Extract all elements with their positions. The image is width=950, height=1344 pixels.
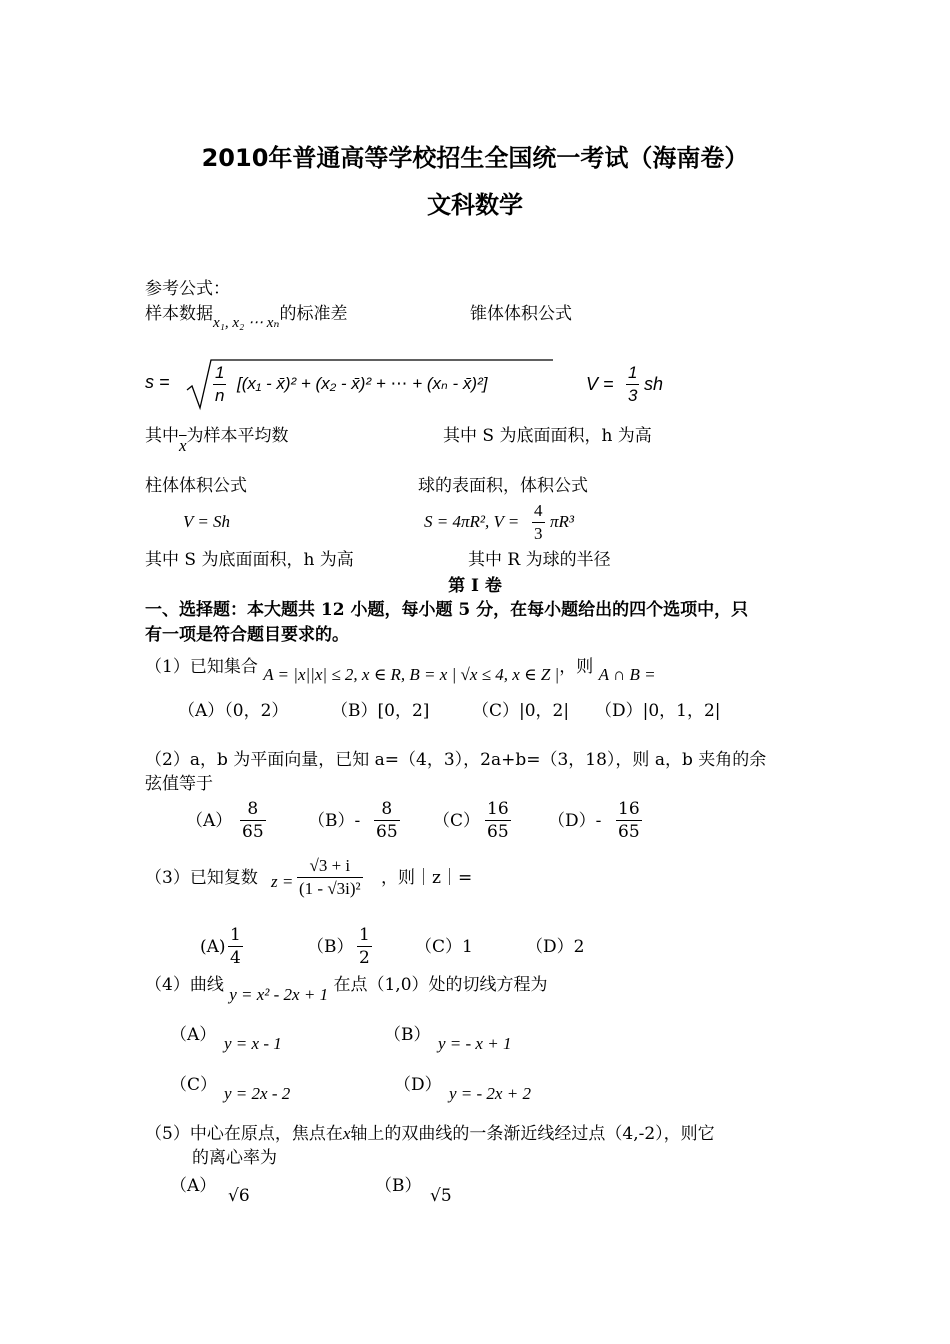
frac-num: 16 (618, 799, 640, 819)
std-suffix: 的标准差 (279, 304, 348, 324)
q5-option-a: √6 (228, 1186, 250, 1206)
volume-heading: 第 I 卷 (448, 576, 502, 596)
sphere-note: 其中 R 为球的半径 (468, 550, 611, 570)
exam-title: 2010年普通高等学校招生全国统一考试（海南卷） (201, 144, 749, 172)
std-lhs: s = (145, 372, 170, 392)
q3-option-c: （C）1 (415, 937, 473, 957)
frac-den: 65 (242, 822, 264, 842)
q4-option-a-label: （A） (170, 1025, 217, 1045)
cone-lhs: V = (586, 374, 614, 394)
frac-4-over-3 (532, 500, 545, 545)
frac-num: 1 (230, 925, 241, 945)
q4-prefix: （4）曲线 (145, 975, 224, 995)
q5-line1-b: 轴上的双曲线的一条渐近线经过点（4,-2），则它 (350, 1124, 715, 1144)
cone-label: 锥体体积公式 (470, 304, 572, 324)
q5-option-b-label: （B） (375, 1176, 422, 1196)
frac-num: 1 (626, 362, 639, 385)
q2-b-frac (374, 798, 400, 843)
q3-z-lhs: z = (271, 872, 294, 891)
std-label (145, 303, 348, 331)
frac-num: 8 (240, 798, 266, 821)
q1-option-d: （D）|0，1，2| (595, 701, 721, 721)
q2-c-label: （C） (433, 811, 481, 831)
q1-option-a: （A）（0，2） (178, 701, 289, 721)
q5-line1-a: （5）中心在原点，焦点在 (145, 1124, 343, 1144)
q4-option-b-label: （B） (384, 1025, 431, 1045)
frac-1-over-3 (626, 362, 639, 407)
cone-note: 其中 S 为底面面积，h 为高 (443, 426, 652, 446)
q3-a-frac (228, 924, 243, 969)
frac-den: 3 (534, 524, 543, 543)
q3-option-d: （D）2 (526, 937, 585, 957)
exam-subtitle: 文科数学 (427, 191, 523, 219)
q5-option-a-label: （A） (170, 1176, 217, 1196)
sphere-label: 球的表面积，体积公式 (418, 476, 588, 496)
q3-suffix: ，则｜z｜= (381, 868, 473, 888)
q3-b-frac (357, 924, 372, 969)
prism-label: 柱体体积公式 (145, 476, 247, 496)
frac-num: 16 (487, 799, 509, 819)
mean-var: $\overline{x}$ (179, 436, 187, 455)
std-vars: x₁, x₂ ⋯ xₙ (213, 315, 280, 331)
q2-d-label: （D）- (548, 811, 602, 831)
q3-stem (145, 855, 645, 915)
frac-den: 65 (376, 822, 398, 842)
q4-option-b: y = - x + 1 (438, 1034, 512, 1053)
prism-note: 其中 S 为底面面积，h 为高 (145, 550, 354, 570)
frac-1-over-n (213, 362, 226, 407)
q4-curve: y = x² - 2x + 1 (229, 985, 329, 1004)
q2-line1: （2）a，b 为平面向量，已知 a=（4，3），2a+b=（3，18），则 a，b 夹角的余 (145, 750, 767, 770)
q1-option-b: （B）[0，2] (331, 701, 430, 721)
q1-tail: A ∩ B = (598, 665, 656, 684)
frac-num: 4 (532, 500, 545, 523)
prism-formula: V = Sh (183, 512, 231, 531)
q2-d-frac (616, 798, 642, 843)
formula-heading: 参考公式： (145, 279, 230, 299)
q2-b-label: （B）- (308, 811, 361, 831)
q2-a-frac (240, 798, 266, 843)
q4-option-d: y = - 2x + 2 (449, 1084, 531, 1103)
q1-mid: ，则 (559, 657, 594, 677)
q3-frac (297, 855, 363, 900)
frac-den: 3 (628, 386, 638, 405)
sphere-tail: πR³ (550, 512, 574, 531)
q4-option-a: y = x - 1 (224, 1034, 282, 1053)
q3-prefix: （3）已知复数 (145, 868, 258, 888)
q5-axis-var: x (342, 1124, 351, 1143)
q5-option-b: √5 (430, 1186, 452, 1206)
cone-tail: sh (644, 374, 664, 394)
q2-c-frac (485, 798, 511, 843)
instructions-line1: 一、选择题：本大题共 12 小题，每小题 5 分，在每小题给出的四个选项中，只 (145, 600, 749, 620)
frac-num: 8 (374, 798, 400, 821)
frac-num: 1 (213, 362, 226, 385)
q3-a-label: (A) (200, 937, 226, 957)
q4-option-d-label: （D） (394, 1075, 442, 1095)
frac-den: (1 - √3i)² (299, 879, 361, 898)
std-radicand: [(x₁ - x̄)² + (x₂ - x̄)² + ⋯ + (xₙ - x̄)²] (237, 374, 488, 393)
q2-a-label: （A） (186, 811, 233, 831)
frac-num: √3 + i (297, 855, 363, 878)
mean-note-suffix: 为样本平均数 (186, 426, 289, 446)
q4-suffix: 在点（1,0）处的切线方程为 (333, 975, 548, 995)
frac-den: n (215, 386, 225, 405)
q5-line2: 的离心率为 (192, 1148, 277, 1168)
mean-note-prefix: 其中 (145, 426, 179, 446)
q5-line1 (145, 1123, 715, 1145)
q4-option-c: y = 2x - 2 (224, 1084, 291, 1103)
mean-note (145, 425, 289, 455)
q2-line2: 弦值等于 (145, 774, 213, 794)
std-label-text: 样本数据 (145, 304, 213, 324)
sphere-lhs: S = 4πR², V = (424, 512, 520, 531)
frac-num: 1 (359, 925, 370, 945)
q1-prefix: （1）已知集合 (145, 657, 258, 677)
q1-formula: A = |x||x| ≤ 2, x ∈ R, B = x | √x ≤ 4, x ∈ Z | (263, 665, 560, 684)
q1-stem (145, 656, 656, 684)
frac-den: 65 (487, 822, 509, 842)
frac-den: 2 (359, 948, 370, 968)
q4-option-c-label: （C） (170, 1075, 218, 1095)
q4-stem (145, 974, 548, 1004)
frac-den: 65 (618, 822, 640, 842)
q1-option-c: （C）|0，2| (472, 701, 570, 721)
frac-den: 4 (230, 948, 241, 968)
instructions-line2: 有一项是符合题目要求的。 (145, 625, 349, 645)
q3-b-label: （B） (307, 937, 354, 957)
